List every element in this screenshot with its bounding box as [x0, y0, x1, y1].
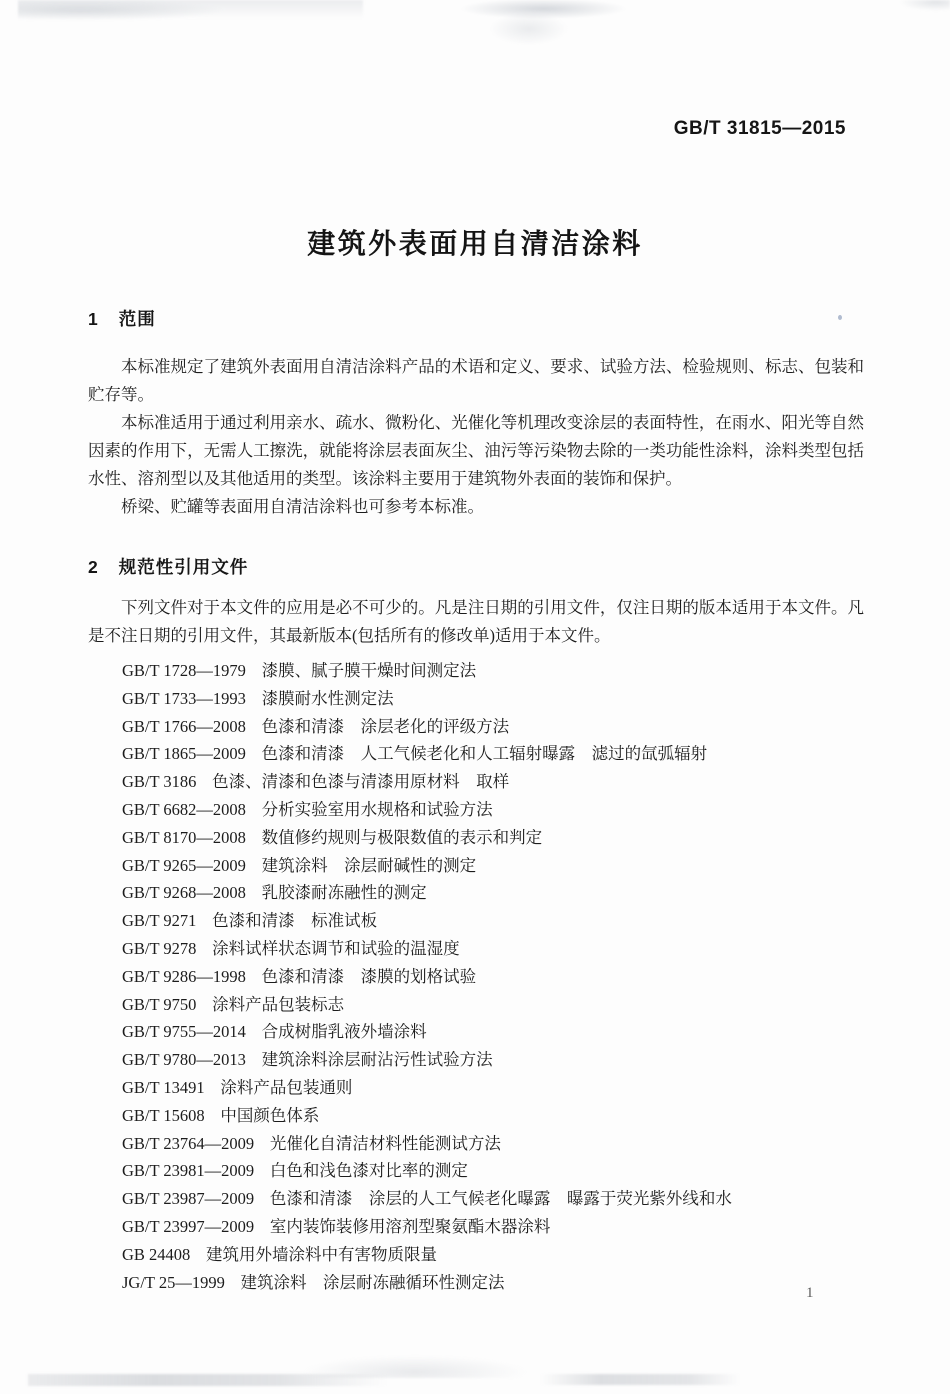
reference-title: 漆膜、腻子膜干燥时间测定法 [261, 661, 477, 680]
paragraph: 下列文件对于本文件的应用是必不可少的。凡是注日期的引用文件，仅注日期的版本适用于本文件。凡是不注日期的引用文件，其最新版本(包括所有的修改单)适用于本文件。 [88, 598, 864, 645]
reference-code: JG/T 25—1999 [122, 1272, 225, 1292]
reference-item [122, 1241, 864, 1269]
reference-title: 涂料产品包装标志 [212, 994, 345, 1014]
document-title: 建筑外表面用自清洁涂料 [307, 227, 643, 259]
reference-title: 涂料产品包装通则 [220, 1077, 353, 1097]
document-body [88, 300, 864, 1296]
scan-smudge-bottom-right [540, 1374, 740, 1385]
reference-code: GB/T 9268—2008 [122, 883, 246, 903]
reference-code: GB 24408 [122, 1244, 191, 1264]
paragraph: 桥梁、贮罐等表面用自清洁涂料也可参考本标准。 [121, 497, 484, 516]
reference-title: 漆膜耐水性测定法 [261, 688, 394, 708]
reference-item [122, 824, 864, 852]
scan-smudge-bottom-left [28, 1374, 388, 1386]
reference-title: 建筑涂料 涂层耐碱性的测定 [261, 855, 477, 875]
scan-smudge-bottom-haze [250, 1338, 550, 1378]
reference-code: GB/T 6682—2008 [122, 799, 246, 819]
reference-title: 色漆和清漆 漆膜的划格试验 [261, 966, 477, 986]
reference-code: GB/T 9265—2009 [122, 855, 246, 875]
reference-title: 色漆和清漆 涂层老化的评级方法 [261, 716, 510, 736]
reference-item [122, 879, 864, 907]
reference-item [122, 1269, 864, 1297]
reference-item [122, 1185, 864, 1213]
scan-smudge-top-center [428, 0, 638, 48]
reference-item [122, 1018, 864, 1046]
reference-title: 乳胶漆耐冻融性的测定 [261, 883, 427, 903]
reference-item [122, 1213, 864, 1241]
reference-title: 色漆和清漆 标准试板 [212, 911, 378, 931]
reference-title: 合成树脂乳液外墙涂料 [261, 1022, 427, 1042]
reference-code: GB/T 9755—2014 [122, 1022, 246, 1042]
reference-code: GB/T 23987—2009 [122, 1189, 255, 1209]
reference-item [122, 907, 864, 935]
section-heading-scope [88, 300, 864, 331]
reference-code: GB/T 23764—2009 [122, 1133, 255, 1153]
reference-item [122, 685, 864, 713]
reference-title: 建筑涂料涂层耐沾污性试验方法 [261, 1050, 493, 1070]
reference-item [122, 963, 864, 991]
paragraph: 本标准规定了建筑外表面用自清洁涂料产品的术语和定义、要求、试验方法、检验规则、标志、包装和贮存等。 [88, 357, 864, 404]
reference-title: 建筑涂料 涂层耐冻融循环性测定法 [240, 1272, 505, 1292]
section-number: 1 [88, 309, 98, 329]
section-label: 范围 [118, 309, 156, 329]
reference-code: GB/T 23981—2009 [122, 1161, 255, 1181]
reference-title: 白色和浅色漆对比率的测定 [269, 1161, 468, 1181]
reference-title: 室内装饰装修用溶剂型聚氨酯木器涂料 [269, 1216, 551, 1236]
reference-code: GB/T 9780—2013 [122, 1050, 246, 1070]
section-number: 2 [88, 557, 98, 577]
reference-title: 建筑用外墙涂料中有害物质限量 [205, 1244, 437, 1264]
reference-code: GB/T 13491 [122, 1077, 205, 1097]
reference-code: GB/T 9278 [122, 938, 197, 958]
reference-item [122, 713, 864, 741]
section-label: 规范性引用文件 [118, 557, 249, 577]
reference-code: GB/T 1728—1979 [122, 661, 246, 680]
reference-title: 数值修约规则与极限数值的表示和判定 [261, 827, 543, 847]
reference-item [122, 1157, 864, 1185]
reference-item [122, 852, 864, 880]
reference-code: GB/T 3186 [122, 772, 197, 792]
reference-item [122, 1130, 864, 1158]
page-number: 1 [806, 1285, 814, 1301]
reference-title: 色漆和清漆 人工气候老化和人工辐射曝露 滤过的氙弧辐射 [261, 744, 708, 764]
section-heading-normative-references [88, 554, 864, 579]
reference-item [122, 740, 864, 768]
reference-code: GB/T 9750 [122, 994, 197, 1014]
reference-code: GB/T 15608 [122, 1105, 205, 1125]
standard-number: GB/T 31815—2015 [673, 118, 846, 139]
reference-item [122, 796, 864, 824]
scan-smudge-top-right [880, 0, 950, 20]
reference-item [122, 935, 864, 963]
reference-title: 色漆和清漆 涂层的人工气候老化曝露 曝露于荧光紫外线和水 [269, 1189, 732, 1209]
reference-item [122, 1102, 864, 1130]
reference-title: 色漆、清漆和色漆与清漆用原材料 取样 [212, 772, 510, 792]
reference-title: 分析实验室用水规格和试验方法 [261, 799, 493, 819]
scan-smudge-top-left [18, 0, 363, 34]
reference-item [122, 1074, 864, 1102]
reference-code: GB/T 9271 [122, 911, 197, 931]
reference-list [88, 657, 864, 1296]
reference-title: 涂料试样状态调节和试验的温湿度 [212, 938, 460, 958]
reference-code: GB/T 23997—2009 [122, 1216, 255, 1236]
reference-item [122, 657, 864, 685]
reference-item [122, 1046, 864, 1074]
reference-code: GB/T 9286—1998 [122, 966, 246, 986]
reference-code: GB/T 8170—2008 [122, 827, 246, 847]
reference-code: GB/T 1766—2008 [122, 716, 246, 736]
reference-title: 中国颜色体系 [220, 1105, 320, 1125]
reference-item [122, 991, 864, 1019]
reference-item [122, 768, 864, 796]
reference-title: 光催化自清洁材料性能测试方法 [269, 1133, 501, 1153]
paragraph: 本标准适用于通过利用亲水、疏水、微粉化、光催化等机理改变涂层的表面特性，在雨水、阳光等自然因素的作用下，无需人工擦洗，就能将涂层表面灰尘、油污等污染物去除的一类功能性涂料，涂料类型包括水性、溶剂型以及其他适用的类型。该涂料主要用于建筑物外表面的装饰和保护。 [88, 413, 864, 488]
reference-code: GB/T 1733—1993 [122, 688, 246, 708]
reference-code: GB/T 1865—2009 [122, 744, 246, 764]
